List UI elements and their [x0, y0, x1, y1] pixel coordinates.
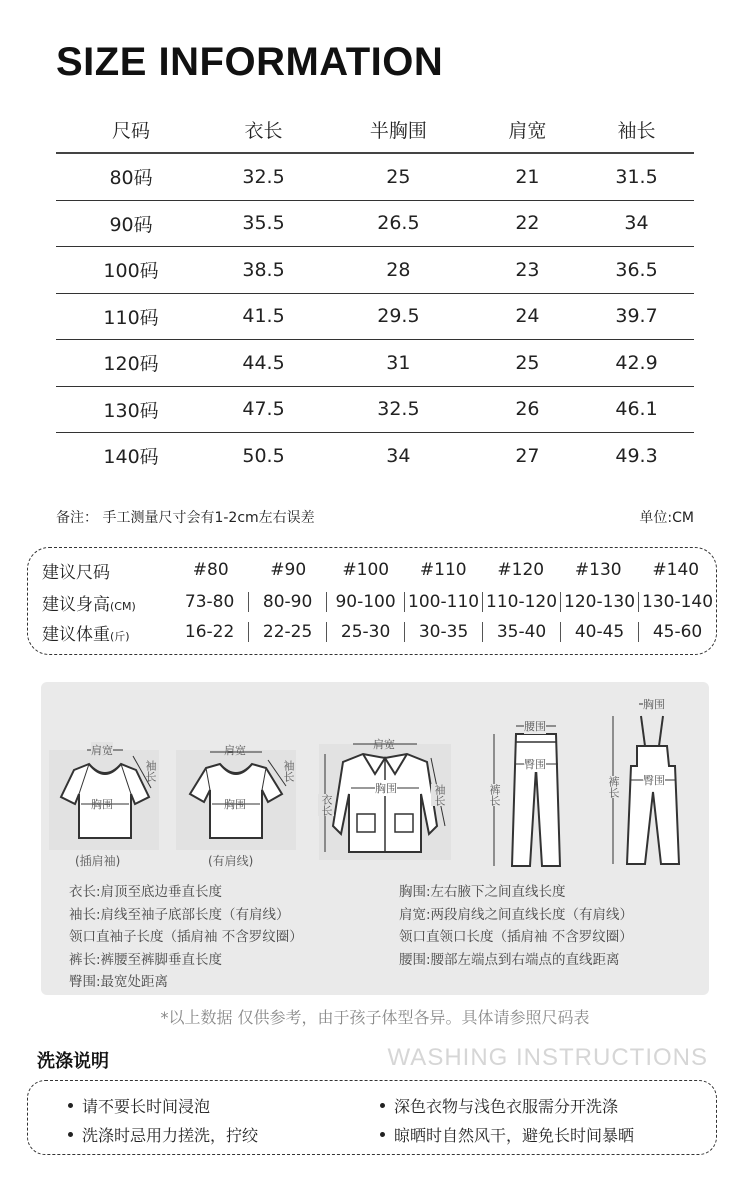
weight-label-text: 建议体重: [42, 624, 110, 645]
chest-label: 胸围: [224, 798, 246, 811]
washing-item-text: 深色衣物与浅色衣服需分开洗涤: [394, 1097, 619, 1116]
weight-unit: (斤): [110, 629, 130, 643]
header-half-chest: 半胸围: [321, 106, 476, 153]
definition-text: 胸围:左右腋下之间直线长度: [399, 884, 566, 900]
recommend-weight: 40-45: [560, 622, 638, 642]
height-unit: (CM): [110, 599, 136, 613]
washing-box: [27, 1080, 717, 1155]
table-row: [56, 340, 694, 387]
washing-title-en: WASHING INSTRUCTIONS: [387, 1044, 708, 1071]
table-cell: 25: [476, 340, 579, 387]
washing-title: 洗涤说明: [37, 1051, 109, 1072]
washing-item-text: 晾晒时自然风干，避免长时间暴晒: [394, 1126, 635, 1145]
unit-label: 单位:CM: [639, 510, 694, 526]
bullet-icon: [380, 1132, 385, 1137]
recommend-height-label: [28, 590, 171, 615]
table-row: [56, 386, 694, 433]
recommend-weight: 45-60: [638, 622, 716, 642]
definition-text: 裤长:裤腰至裤脚垂直长度: [69, 951, 223, 968]
hip-label: 臀围: [524, 758, 546, 771]
shoulder-label: 肩宽: [373, 738, 395, 751]
shoulder-tee-figure: [176, 742, 296, 868]
size-table-header: [56, 106, 694, 153]
definitions-left: [69, 881, 303, 994]
table-cell: 38.5: [206, 247, 321, 294]
recommend-size: #90: [270, 560, 307, 580]
table-cell: 80码: [56, 153, 206, 200]
definition-text: 腰围:腰部左端点到右端点的直线距离: [399, 951, 620, 968]
measurement-diagram: [41, 682, 709, 995]
waist-label: 腰围: [524, 720, 546, 733]
recommend-height: 120-130: [560, 592, 638, 612]
table-cell: 27: [515, 444, 540, 467]
header-sleeve: 袖长: [579, 106, 694, 153]
table-cell: 110码: [56, 293, 206, 340]
washing-item-text: 洗涤时忌用力搓洗，拧绞: [82, 1126, 259, 1145]
table-cell: 41.5: [206, 293, 321, 340]
table-cell: 32.5: [321, 386, 476, 433]
table-cell: 47.5: [206, 386, 321, 433]
recommend-height: 130-140: [638, 592, 716, 612]
hip-label: 臀围: [643, 774, 665, 787]
recommend-height: 110-120: [482, 592, 560, 612]
table-row: [56, 153, 694, 200]
table-cell: 26: [476, 386, 579, 433]
pants-length-label: 裤长: [607, 776, 620, 798]
recommend-height-row: [28, 588, 716, 616]
definition-text: 肩宽:两段肩线之间直线长度（有肩线）: [399, 906, 634, 923]
table-cell: 35.5: [206, 200, 321, 247]
table-cell: 31: [321, 340, 476, 387]
definition-text: 衣长:肩顶至底边垂直长度: [69, 884, 223, 900]
table-cell: 120码: [56, 340, 206, 387]
recommend-weight: 16-22: [184, 622, 235, 642]
recommend-height: 100-110: [404, 592, 482, 612]
recommend-size: #120: [497, 560, 545, 580]
bullet-icon: [68, 1132, 73, 1137]
table-cell: 31.5: [579, 153, 694, 200]
sleeve-label: 袖长: [282, 760, 295, 782]
recommend-height: 90-100: [326, 592, 404, 612]
table-cell: 22: [476, 200, 579, 247]
sleeve-label: 袖长: [433, 784, 446, 806]
definition-text: 臀围:最宽处距离: [69, 974, 169, 990]
table-cell: 46.1: [579, 386, 694, 433]
recommend-weight: 22-25: [248, 622, 326, 642]
recommend-size-row: [28, 556, 716, 584]
recommend-size: #140: [652, 560, 700, 580]
jacket-figure: [319, 734, 451, 862]
definition-text: 领口直袖子长度（插肩袖 不含罗纹圈）: [69, 929, 303, 945]
header-length: 衣长: [206, 106, 321, 153]
recommend-size: #100: [342, 560, 390, 580]
set-in-caption: (有肩线): [208, 854, 254, 868]
shoulder-label: 肩宽: [224, 744, 246, 757]
table-cell: 50.5: [242, 444, 285, 467]
table-cell: 130码: [56, 386, 206, 433]
table-cell: 44.5: [206, 340, 321, 387]
washing-item: [68, 1123, 258, 1146]
table-cell: 100码: [56, 247, 206, 294]
table-cell: 140码: [103, 446, 159, 469]
table-cell: 24: [476, 293, 579, 340]
washing-item: [380, 1123, 634, 1146]
recommend-height: 73-80: [184, 592, 235, 612]
definition-text: 袖长:肩线至袖子底部长度（有肩线）: [69, 906, 290, 923]
recommend-weight: 30-35: [404, 622, 482, 642]
recommend-weight-row: [28, 618, 716, 646]
sleeve-label: 袖长: [144, 760, 157, 782]
recommend-size: #110: [419, 560, 467, 580]
table-cell: 39.7: [579, 293, 694, 340]
table-row: [56, 247, 694, 294]
washing-item: [380, 1094, 618, 1117]
definition-text: 领口直领口长度（插肩袖 不含罗纹圈）: [399, 929, 633, 945]
chest-label: 胸围: [375, 782, 397, 795]
washing-item: [68, 1094, 210, 1117]
table-cell: 28: [321, 247, 476, 294]
washing-item-text: 请不要长时间浸泡: [82, 1097, 211, 1116]
bullet-icon: [380, 1103, 385, 1108]
recommend-size: #130: [574, 560, 622, 580]
table-cell: 21: [476, 153, 579, 200]
table-row: [56, 200, 694, 247]
raglan-caption: (插肩袖): [75, 854, 121, 868]
table-cell: 29.5: [321, 293, 476, 340]
table-cell: 34: [386, 444, 411, 467]
header-shoulder: 肩宽: [476, 106, 579, 153]
length-label: 衣长: [320, 794, 333, 816]
bullet-icon: [68, 1103, 73, 1108]
pants-length-label: 裤长: [488, 784, 501, 806]
raglan-tee-figure: [49, 742, 159, 868]
pants-figure: [486, 718, 576, 868]
table-row: [56, 293, 694, 340]
reference-note: *以上数据 仅供参考，由于孩子体型各异。具体请参照尺码表: [160, 1008, 590, 1027]
table-cell: 42.9: [579, 340, 694, 387]
recommend-weight: 35-40: [482, 622, 560, 642]
height-label-text: 建议身高: [42, 594, 110, 615]
table-row: [56, 433, 694, 479]
recommendation-box: [27, 547, 717, 655]
chest-label: 胸围: [91, 798, 113, 811]
shoulder-label: 肩宽: [91, 744, 113, 757]
table-cell: 26.5: [321, 200, 476, 247]
table-cell: 36.5: [579, 247, 694, 294]
recommend-height: 80-90: [248, 592, 326, 612]
table-cell: 49.3: [615, 444, 658, 467]
measurement-note: 备注： 手工测量尺寸会有1-2cm左右误差: [56, 510, 315, 526]
chest-label: 胸围: [643, 698, 665, 711]
recommend-size-label: 建议尺码: [42, 562, 110, 583]
page-title: SIZE INFORMATION: [56, 40, 444, 84]
table-cell: 90码: [56, 200, 206, 247]
recommend-weight-label: [28, 620, 171, 645]
table-cell: 34: [579, 200, 694, 247]
header-size: 尺码: [56, 106, 206, 153]
size-table: [56, 106, 694, 479]
table-cell: 25: [321, 153, 476, 200]
overalls-figure: [603, 696, 699, 868]
recommend-size: #80: [192, 560, 229, 580]
table-cell: 23: [476, 247, 579, 294]
recommend-weight: 25-30: [326, 622, 404, 642]
definitions-right: [399, 881, 633, 971]
table-cell: 32.5: [206, 153, 321, 200]
